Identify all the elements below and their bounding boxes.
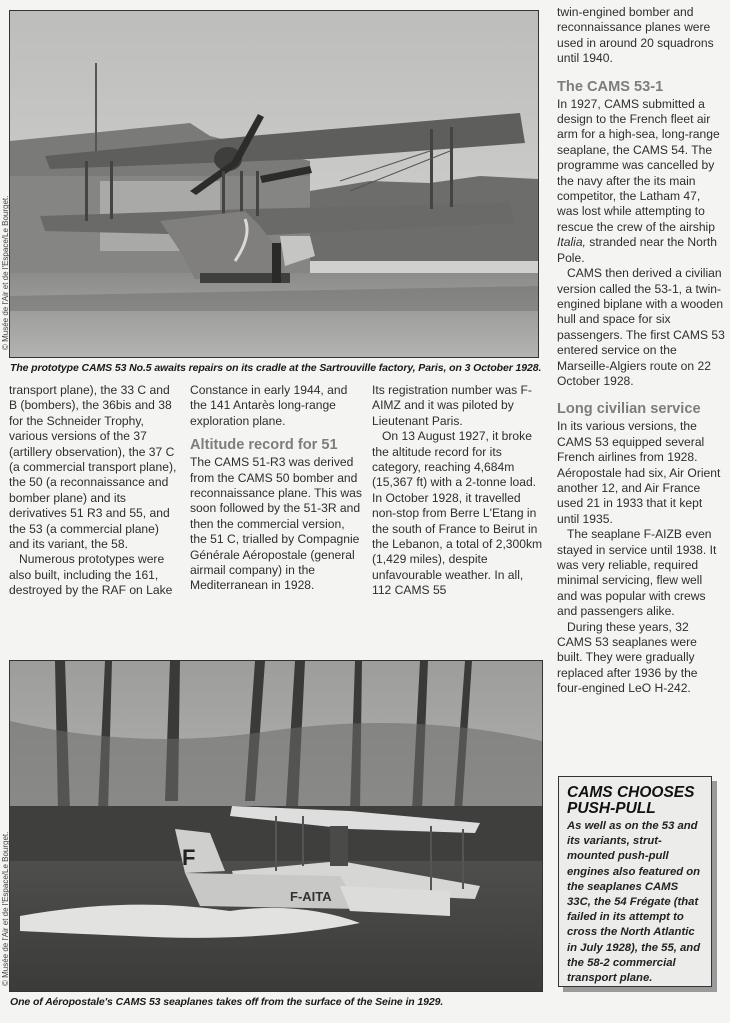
paragraph: The seaplane F-AIZB even stayed in service until 1938. It was very reliable, required minimal servicing, flew well and was popular with crews and passengers alike. (557, 527, 717, 619)
sidebar-title: CAMS CHOOSES PUSH-PULL (567, 784, 695, 817)
photo-seaplane-takeoff (9, 660, 543, 992)
paragraph: Numerous prototypes were also built, including the 161, destroyed by the RAF on Lake (9, 552, 173, 598)
engine-shape (330, 826, 348, 866)
photo-credit-bottom: © Musée de l'Air et de l'Espace/Le Bourget. (1, 831, 10, 986)
section-heading-long-civilian-service: Long civilian service (557, 401, 701, 418)
photo-prototype-on-cradle (9, 10, 539, 358)
paragraph (557, 97, 725, 266)
paragraph: On 13 August 1927, it broke the altitude record for its category, reaching 4,684m (15,367 ft) with a 2-tonne load. In October 1928, it travelled non-stop from Berre L'Etang in the south of France to Beirut in the Lebanon, a total of 2,300km (1,429 miles), despite unfavourable weather. In all, 112 CAMS 55 (372, 429, 543, 598)
airship-name: Italia, (557, 235, 586, 250)
article-column-4 (557, 5, 725, 697)
tail-letter: F (182, 845, 196, 870)
text-span: In 1927, CAMS submitted a design to the French fleet air arm for a high-sea, long-range seaplane, the CAMS 54. The programme was cancelled by the navy after the its main competitor, the Latham 47, was lost while attempting to rescue the crew of the airship (557, 96, 720, 234)
article-column-3 (372, 383, 544, 599)
article-column-1 (9, 383, 181, 599)
sidebar-body: As well as on the 53 and its variants, strut-mounted push-pull engines also featured on the seaplanes CAMS 33C, the 54 Frégate (that failed in its attempt to cross the North Atlantic in July 1928), the 55, and the 58-2 commercial transport plane. (567, 820, 701, 985)
photo-seaplane-graphic (10, 661, 542, 991)
photo-caption-top: The prototype CAMS 53 No.5 awaits repairs on its cradle at the Sartrouville factory, Paris, on 3 October 1928. (10, 362, 542, 374)
paragraph: twin-engined bomber and reconnaissance planes were used in around 20 squadrons until 1940. (557, 5, 714, 66)
paragraph: In its various versions, the CAMS 53 equipped several French airlines from 1928. Aéropostale had six, Air Orient another 12, and Air France used 21 in 1933 that it kept until 1935. (557, 419, 721, 526)
photo-prototype-graphic (10, 11, 538, 357)
paragraph: Constance in early 1944, and the 141 Antarès long-range exploration plane. (190, 383, 348, 428)
section-heading-altitude-record: Altitude record for 51 (190, 437, 338, 454)
photo-credit-top: © Musée de l'Air et de l'Espace/Le Bourget. (1, 195, 10, 350)
photo-caption-bottom: One of Aéropostale's CAMS 53 seaplanes takes off from the surface of the Seine in 1929. (10, 996, 444, 1008)
paragraph: CAMS then derived a civilian version called the 53-1, a twin-engined biplane with a wooden hull and space for six passengers. The first CAMS 53 entered service on the Marseille-Algiers route on 22 October 1928. (557, 266, 725, 388)
sidebar-box-push-pull (558, 776, 712, 987)
paragraph: Its registration number was F-AIMZ and it was piloted by Lieutenant Paris. (372, 383, 532, 428)
hull-registration: F-AITA (290, 889, 332, 904)
section-heading-cams-53-1: The CAMS 53-1 (557, 78, 664, 95)
hull-shape (185, 873, 360, 909)
paragraph: transport plane), the 33 C and B (bombers), the 36bis and 38 for the Schneider Trophy, various versions of the 37 (artillery observation), the 37 C (a commercial transport plane), the 50 (a reconnaissance and bomber plane) and its derivatives 51 R3 and 55, and the 53 (a commercial plane) and its variant, the 58. (9, 383, 177, 552)
paragraph: The CAMS 51-R3 was derived from the CAMS 50 bomber and reconnaissance plane. This was soon followed by the 51-3R and then the commercial version, the 51 C, trialled by Compagnie Générale Aéropostale (general airmail company) in the Mediterranean in 1928. (190, 455, 362, 593)
paragraph: During these years, 32 CAMS 53 seaplanes were built. They were gradually replaced after 1936 by the four-engined LeO H-242. (557, 619, 698, 696)
standing-figure (272, 243, 281, 283)
text-span: stranded near the North Pole. (557, 235, 718, 265)
article-column-2 (190, 383, 362, 594)
